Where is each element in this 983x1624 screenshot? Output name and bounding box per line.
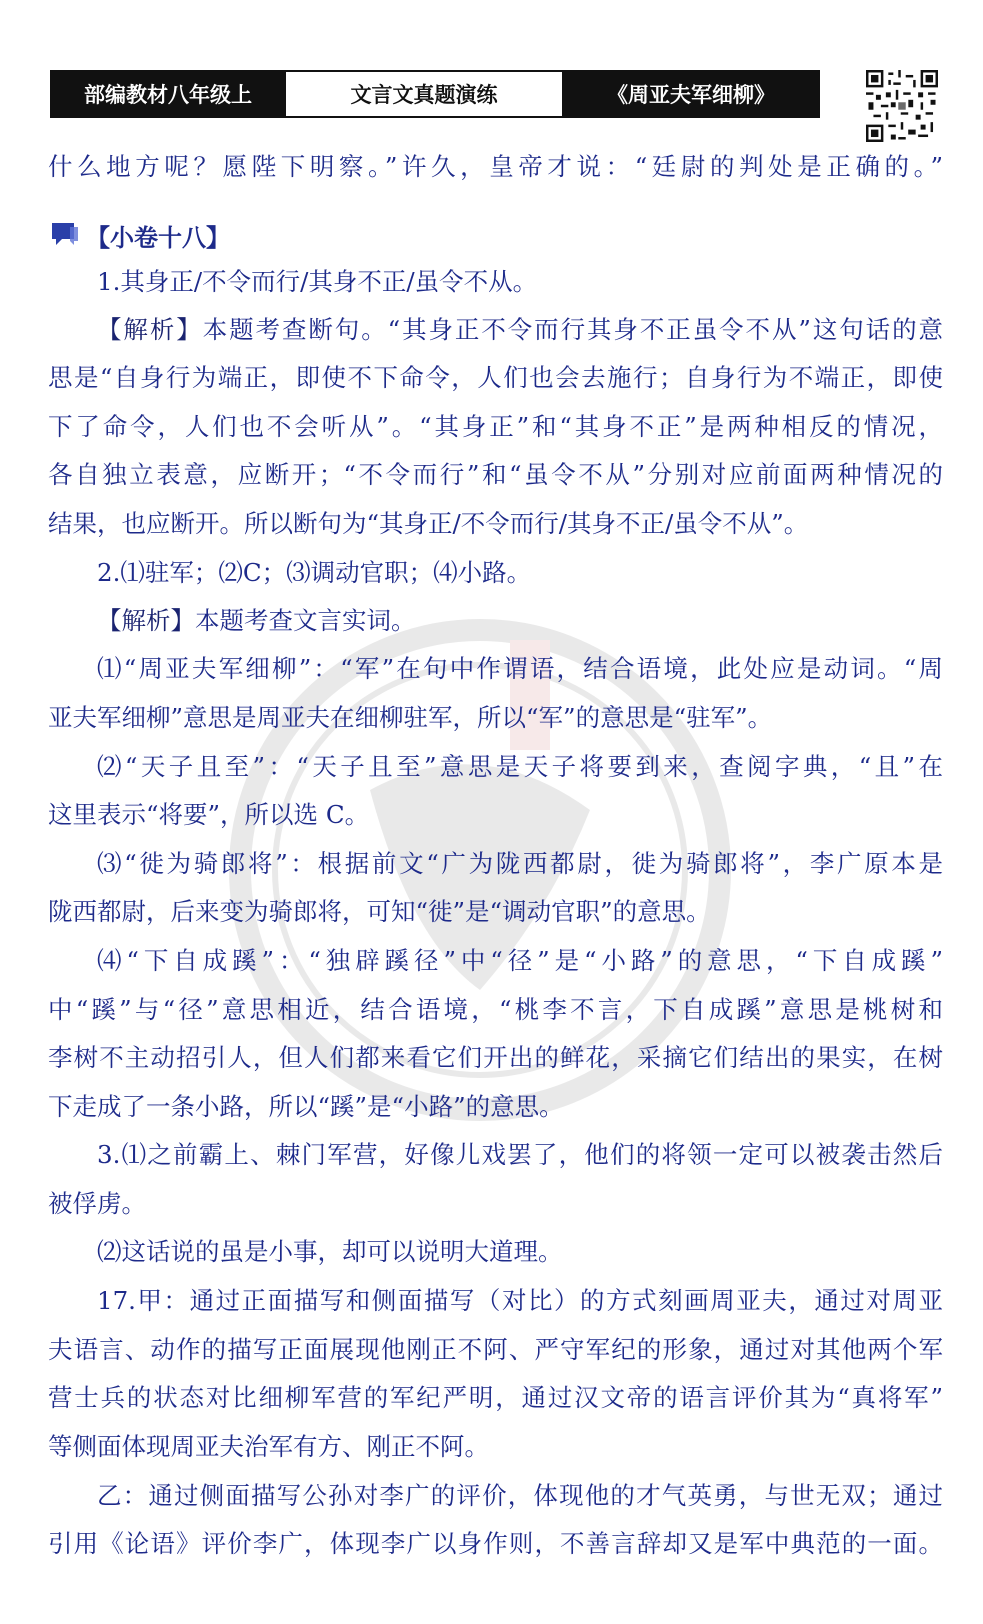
q2-analysis-line: ⑷“下自成蹊”：“独辟蹊径”中“径”是“小路”的意思，“下自成蹊” [97, 946, 943, 975]
q2-analysis-line: ⑴“周亚夫军细柳”：“军”在句中作谓语，结合语境，此处应是动词。“周 [97, 654, 943, 683]
q1-analysis-line: 各自独立表意，应断开；“不令而行”和“虽令不从”分别对应前面两种情况的 [48, 460, 943, 489]
q3-answer-line: ⑵这话说的虽是小事，却可以说明大道理。 [97, 1237, 563, 1266]
q2-analysis-line: 中“蹊”与“径”意思相近，结合语境，“桃李不言，下自成蹊”意思是桃树和 [48, 995, 943, 1024]
speech-bubble-icon [48, 219, 80, 251]
q17-answer-line: 乙：通过侧面描写公孙对李广的评价，体现他的才气英勇，与世无双；通过 [97, 1481, 943, 1510]
q2-analysis-line: 这里表示“将要”，所以选 C。 [48, 800, 370, 829]
q1-analysis-line: 【解析】本题考查断句。“其身正不令而行其身不正虽令不从”这句话的意 [97, 315, 943, 344]
q2-analysis-line: ⑵“天子且至”：“天子且至”意思是天子将要到来，查阅字典，“且”在 [97, 752, 943, 781]
q2-analysis-line: ⑶“徙为骑郎将”：根据前文“广为陇西都尉，徙为骑郎将”，李广原本是 [97, 849, 943, 878]
q2-analysis-line: 陇西都尉，后来变为骑郎将，可知“徙”是“调动官职”的意思。 [48, 897, 711, 926]
section-heading [48, 215, 230, 255]
q2-analysis-line: 下走成了一条小路，所以“蹊”是“小路”的意思。 [48, 1092, 564, 1121]
analysis-label: 【解析】 [97, 606, 195, 635]
q17-answer-line: 营士兵的状态对比细柳军营的军纪严明，通过汉文帝的语言评价其为“真将军” [48, 1383, 943, 1412]
q17-answer-line: 17.甲：通过正面描写和侧面描写（对比）的方式刻画周亚夫，通过对周亚 [97, 1286, 943, 1315]
q2-analysis-line: 亚夫军细柳”意思是周亚夫在细柳驻军，所以“军”的意思是“驻军”。 [48, 703, 773, 732]
q2-analysis-head: 【解析】本题考查文言实词。 [97, 606, 416, 635]
section-title: 【小卷十八】 [86, 223, 230, 252]
analysis-label: 【解析】 [97, 315, 203, 344]
q17-answer-line: 夫语言、动作的描写正面展现他刚正不阿、严守军纪的形象，通过对其他两个军 [48, 1335, 943, 1364]
q17-answer-line: 引用《论语》评价李广，体现李广以身作则，不善言辞却又是军中典范的一面。 [48, 1529, 943, 1558]
q3-answer-line: 3.⑴之前霸上、棘门军营，好像儿戏罢了，他们的将领一定可以被袭击然后 [97, 1140, 943, 1169]
q1-answer: 1.其身正/不令而行/其身不正/虽令不从。 [97, 267, 538, 296]
q3-answer-line: 被俘虏。 [48, 1189, 146, 1218]
qr-code-icon [866, 70, 938, 142]
q2-answer: 2.⑴驻军；⑵C；⑶调动官职；⑷小路。 [97, 558, 532, 587]
q17-answer-line: 等侧面体现周亚夫治军有方、刚正不阿。 [48, 1432, 489, 1461]
continued-text-line: 什么地方呢？愿陛下明察。”许久，皇帝才说：“廷尉的判处是正确的。” [48, 152, 943, 181]
header-bar [50, 70, 820, 118]
q1-analysis-line: 下了命令，人们也不会听从”。“其身正”和“其身不正”是两种相反的情况， [48, 412, 943, 441]
q2-analysis-line: 李树不主动招引人，但人们都来看它们开出的鲜花，采摘它们结出的果实，在树 [48, 1043, 943, 1072]
q1-analysis-line: 思是“自身行为端正，即使不下命令，人们也会去施行；自身行为不端正，即使 [48, 363, 943, 392]
q1-analysis-line: 结果，也应断开。所以断句为“其身正/不令而行/其身不正/虽令不从”。 [48, 509, 809, 538]
header-topic: 文言文真题演练 [284, 72, 564, 116]
header-grade: 部编教材八年级上 [52, 72, 284, 116]
header-lesson: 《周亚夫军细柳》 [564, 72, 818, 116]
